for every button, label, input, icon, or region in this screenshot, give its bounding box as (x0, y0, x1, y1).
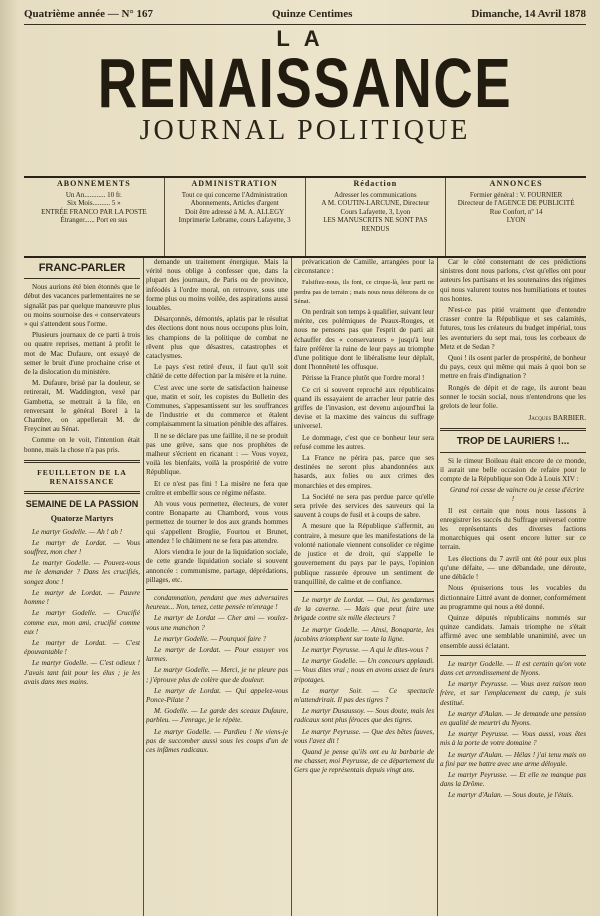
dialogue-line: Le martyr Godelle. — Un concours applaudi. — Vous dites vrai ; nous en avons assez de leurs tripotages. (294, 657, 434, 684)
paragraph: C'est avec une sorte de satisfaction haineuse que, matin et soir, les copistes du Bulletin des Communes, s'appesantissent sur les souffrances de l'industrie et du commerce et étalent complaisamment la situation pénible des affaires. (146, 383, 288, 429)
paragraph: Nous aurions été bien étonnés que le début des vacances parlementaires ne se signalât pas par quelque manœuvre plus ou moins sournoise des « conservateurs » qui s'attendent sous l'orme. (24, 283, 140, 329)
issue-date: Dimanche, 14 Avril 1878 (471, 8, 586, 20)
paragraph: Car le côté consternant de ces prédictions sinistres dont nous parlons, c'est qu'elles ont pour auteurs les partisans et les soutenaires des régimes qui nous valurent toutes nos humiliations et toutes nos hontes. (440, 258, 586, 303)
paragraph: Il est certain que nous nous lassons à enregistrer les succès du Suffrage universel contre les représentants des diverses factions monarchiques qui osent encore lutter sur ce terrain. (440, 506, 586, 552)
dialogue-line: Le martyr de Lordat — Cher ami — voulez-vous une manchon ? (146, 614, 288, 632)
dialogue-line: Le martyr de Lordat. — Oui, les gendarmes de la caverne. — Mais que peut faire une brigade contre six mille électeurs ? (294, 595, 434, 623)
column-divider (437, 258, 438, 916)
dialogue-line: condamnation, pendant que mes adversaires heureux... Non, tenez, cette pensée m'enrage ! (146, 593, 288, 612)
dialogue-line: Le martyr Peyrusse. — Vous aussi, vous êtes mis à la porte de votre domaine ? (440, 730, 586, 748)
dialogue-line: Le martyr Godelle. — Il est certain qu'on vote dans cet arrondissement de Nyons. (440, 659, 586, 677)
dialogue-line: Le martyr Godelle. — Pouvez-vous me le demander ? Dans les crucifiés, songez donc ! (24, 559, 140, 586)
rule (24, 491, 140, 494)
redaction-line: LES MANUSCRITS NE SONT PAS RENDUS (323, 216, 428, 233)
dialogue-line: Le martyr de Lordat. — Pauvre homme ! (24, 588, 140, 607)
feuilleton-subtitle: Quatorze Martyrs (50, 514, 114, 524)
paragraph: Quoi ! ils osent parler de prospérité, de bonheur du pays, ceux qui même qui mais à quoi bon se mettre en frais d'indignation ? (440, 354, 586, 381)
annonces-title: ANNONCES (489, 179, 543, 188)
annonces-line: Directeur de l'AGENCE DE PUBLICITÉ (457, 199, 575, 207)
dialogue-line: Le martyr Peyrusse. — A qui le dites-vous ? (302, 645, 429, 654)
dialogue-line: Le martyr Soir. — Ce spectacle m'attendrirait. Il pas des tigres ? (294, 686, 434, 704)
price: Quinze Centimes (272, 8, 353, 20)
rule (294, 591, 434, 592)
dialogue-line: Le martyr Peyrusse. — Et elle ne manque pas dans la Drôme. (440, 770, 586, 789)
dialogue-line: Le martyr d'Aulan. — Sous doute, je l'étais. (448, 791, 574, 800)
paragraph: A mesure que la République s'affermit, au contraire, à mesure que les manifestations de la volonté nationale viennent consolider ce régime de justice et de droit, qui s'appelle le gouvernement du pays par le pays, l'opinion publique rassurée éprouve un sentiment de tranquillité, de calme et de confiance. (294, 522, 434, 586)
paragraph: Ah vous vous permettez, électeurs, de voter contre Bonaparte au Chambord, vous vous permettez de tourner le dos aux grands hommes qui s'appellent Broglie, Fourtou et Brunet, attendez ! le châtiment ne se fera pas attendre. (146, 500, 288, 545)
rule (440, 428, 586, 431)
quote: Grand roi cesse de vaincre ou je cesse d'écrire ! (449, 486, 585, 504)
rule (24, 278, 140, 279)
paragraph: N'est-ce pas pitié vraiment que d'entendre crasser contre la République et ses calamités, futures, tous les créateurs du budget impérial, tous les aventuriers du sept mai, tous les corbeaux de Metz et de Sedan ? (440, 306, 586, 351)
administration-box (165, 178, 306, 256)
dialogue-line: Le martyr Godelle. — C'est odieux ! J'avais tant fait pour les élus ; je les avais dans mes mains. (24, 659, 140, 686)
column-1 (24, 258, 140, 913)
paragraph: Alors viendra le jour de la liquidation sociale, de cette grande liquidation sociale si souvent annoncée : communisme, partage, déprédations, pillages, etc. (146, 548, 288, 584)
redaction-line: A M. COUTIN-LARCUNE, Directeur (321, 199, 430, 207)
paragraph: Nous épuiserions tous les vocables du dictionnaire Littré avant de donner, conformément au programme qui nous a été donné. (440, 584, 586, 611)
column-3 (294, 258, 434, 913)
article-heading: TROP DE LAURIERS !... (456, 436, 570, 448)
paragraph: Les élections du 7 avril ont été pour eux plus qu'une défaite, — une débandade, une déroute, une débâcle ! (440, 554, 586, 582)
annonces-line: LYON (506, 216, 526, 224)
redaction-title: Rédaction (353, 179, 398, 188)
rule (24, 460, 140, 463)
paragraph: demande un traitement énergique. Mais la vérité nous oblige à confesser que, dans la plupart des journaux, de Paris ou de province, inféodés à l'ordre moral, on retrouve, sous une forme plus ou moins voilée, des aspirations aussi louables. (146, 258, 288, 313)
dialogue-line: Le martyr Godelle. — Pourquoi faire ? (154, 634, 267, 643)
annonces-box (446, 178, 586, 256)
paragraph: Désarçonnés, démontés, aplatis par le résultat des élections dont nous nous occupons plus loin, les champions de la politique de combat ne rêvent plus que désastres, catastrophes et cataclysmes. (146, 315, 288, 361)
abonnements-line: Étranger...... Port en sus (60, 216, 128, 224)
paragraph: Ce cri si souvent reproché aux républicains quand ils essayaient de arracher leur patrie des griffes de l'invasion, est devenu aujourd'hui la devise et la maxime des vaincus du suffrage universel. (294, 385, 434, 431)
column-2 (146, 258, 288, 913)
paragraph: Le pays s'est retiré d'eux, il faut qu'il soit châtié de cette défection par la misère et la ruine. (146, 363, 288, 381)
annonces-line: Fermier général : V. FOURNIER (469, 190, 563, 199)
administration-line: Tout ce qui concerne l'Administration (181, 190, 288, 199)
rule (146, 589, 288, 590)
dialogue-line: Le martyr d'Aulan. — Je demande une pension en qualité de meurtri du Nyons. (440, 709, 586, 727)
paragraph: Rongés de dépit et de rage, ils auront beau sonner le tocsin social, nous n'entendrons que les grelots de leur folie. (440, 383, 586, 411)
dialogue-line: Le martyr Godelle. — Ah ! ah ! (32, 527, 123, 536)
redaction-box (306, 178, 447, 256)
paragraph: prévarication de Camille, arrangées pour la circonstance : (294, 258, 434, 276)
feuilleton-title: SEMAINE DE LA PASSION (25, 499, 139, 510)
abonnements-line: Six Mois.......... 5 » (67, 199, 121, 207)
feuilleton-label: FEUILLETON DE LA RENAISSANCE (37, 467, 127, 487)
signature: Jacques BARBIER. (528, 414, 586, 423)
dialogue-line: Le martyr Dusaussoy. — Sous doute, mais les radicaux sont plus féroces que des tigres. (294, 707, 434, 725)
column-divider (291, 258, 292, 916)
dialogue-line: Le martyr Godelle. — Crucifié comme eux, mon ami, crucifié comme eux ! (24, 609, 140, 636)
paragraph: Périsse la France plutôt que l'ordre moral ! (302, 374, 425, 383)
annonces-line: Rue Confort, nº 14 (489, 207, 543, 216)
abonnements-line: ENTRÉE FRANCO PAR LA POSTE (41, 207, 147, 216)
dialogue-line: Quand je pense qu'ils ont eu la barbarie de me chasser, moi Peyrusse, de ce département du Gers que je représentais depuis vingt ans. (294, 747, 434, 775)
dialogue-line: Le martyr de Lordat. — Vous souffrez, mon cher ! (24, 538, 140, 557)
administration-title: ADMINISTRATION (191, 179, 278, 188)
dialogue-line: Le martyr Godelle. — Merci, je ne pleure pas ; j'éprouve plus de colère que de douleur. (146, 666, 288, 684)
paragraph: Comme on le voit, l'intention était bonne, mais la chose n'a pas pris. (24, 436, 140, 454)
abonnements-line: Un An............ 10 fr. (65, 190, 122, 199)
paragraph: Si le rimeur Boileau était encore de ce monde, il aurait une belle occasion de refaire pour le compte de la République son Ode à Louis XIV : (440, 456, 586, 484)
administration-line: Imprimerie Lebrame, cours Lafayette, 3 (178, 216, 291, 224)
edition-number: Quatrième année — N° 167 (24, 8, 154, 20)
paragraph: Il ne se déclare pas une faillite, il ne se produit pas une grève, sans que nos prophètes de malheur s'écrient en ricanant : — Vous voyez, voilà les bienfaits, voilà la prospérité de votre République. (146, 431, 288, 477)
paragraph: Le dommage, c'est que ce bonheur leur sera refusé comme les autres. (294, 433, 434, 451)
dialogue-line: Le martyr de Lordat. — Qui appelez-vous Ponce-Pilate ? (146, 686, 288, 704)
paragraph: Plusieurs journaux de ce parti à trois ou quatre reprises, mettant à profit le mot de Mac Dufaure, ont essayé de semer le bruit d'une prochaine crise et de la dislocation du ministère. (24, 331, 140, 377)
info-bar (24, 176, 586, 258)
paragraph: Et ce n'est pas fini ! La misère ne fera que croître et embellir sous ce régime néfaste. (146, 479, 288, 497)
paragraph: Quinze députés républicains nommés sur quinze candidats. Jamais triomphe ne s'était affirmé avec une semblable unanimité, avec un ensemble aussi éclatant. (440, 613, 586, 650)
masthead (24, 28, 586, 146)
abonnements-box (24, 178, 165, 256)
column-divider (143, 258, 144, 916)
redaction-line: Adresser les communications (334, 190, 417, 199)
paragraph: La France ne périra pas, parce que ses destinées ne seront plus abandonnées aux hasards, aux folies ou aux crimes des monarchies et des empires. (294, 454, 434, 490)
dialogue-line: M. Godelle. — Le garde des sceaux Dufaure, parbleu. — J'enrage, je le répète. (146, 707, 288, 725)
header-line (24, 8, 586, 25)
paragraph: On perdrait son temps à qualifier, suivant leur mérite, ces polémiques de Peaux-Rouges, et nous ne pensons pas que l'esprit de parti ait échauffer des « conservateurs » jusqu'à leur faire préférer la ruine de leur pays au triomphe d'une politique dont le libéralisme leur déplaît, dont l'honnêteté les offusque. (294, 308, 434, 372)
article-heading: FRANC-PARLER (38, 262, 126, 274)
paragraph: Falsifiez-nous, ils font, ce cirque-là, leur parti ne perdra pas de terrain ; mais nous nous déferons de ce Sénat. (294, 279, 434, 305)
rule (440, 452, 586, 453)
abonnements-title: ABONNEMENTS (57, 179, 131, 188)
dialogue-line: Le martyr d'Aulan. — Hélas ! j'ai tenu mais on a fini par me battre avec une arme déloyale. (440, 750, 586, 768)
masthead-subtitle: JOURNAL POLITIQUE (139, 115, 471, 146)
column-4 (440, 258, 586, 913)
paragraph: La Société ne sera pas perdue parce qu'elle sera privée des services des sauveurs qui la sauvent à coups de fusil et à coups de sabre. (294, 492, 434, 520)
masthead-la: LA (276, 26, 334, 51)
dialogue-line: Le martyr Godelle. — Pardieu ! Ne viens-je pas de succomber aussi sous les coups d'un de ces infâmes radicaux. (146, 727, 288, 754)
administration-line: Doit être adressé à M. A. ALLEGY (185, 207, 285, 216)
dialogue-line: Le martyr Godelle. — Ainsi, Bonaparte, les jacobins triomphent sur toute la ligne. (294, 625, 434, 643)
dialogue-line: Le martyr Peyrusse. — Vous avez raison mon frère, et sur l'emplacement du camp, je suis destitué. (440, 680, 586, 707)
dialogue-line: Le martyr Peyrusse. — Que des bêtes fauves, vous l'avez dit ! (294, 727, 434, 745)
redaction-line: Cours Lafayette, 3, Lyon (340, 207, 411, 216)
rule (440, 655, 586, 656)
dialogue-line: Le martyr de Lordat. — C'est épouvantable ! (24, 638, 140, 657)
dialogue-line: Le martyr de Lordat. — Pour essuyer vos larmes. (146, 645, 288, 664)
paragraph: M. Dufaure, brisé par la douleur, se retirerait, M. Waddington, vexé par Gambetta, se mettrait à la file, en renversant le général Borel à la Chambre, on appellerait M. de Freycinet au Sénat. (24, 379, 140, 434)
administration-line: Abonnements, Articles d'argent (190, 199, 279, 207)
masthead-title: RENAISSANCE (97, 44, 513, 122)
